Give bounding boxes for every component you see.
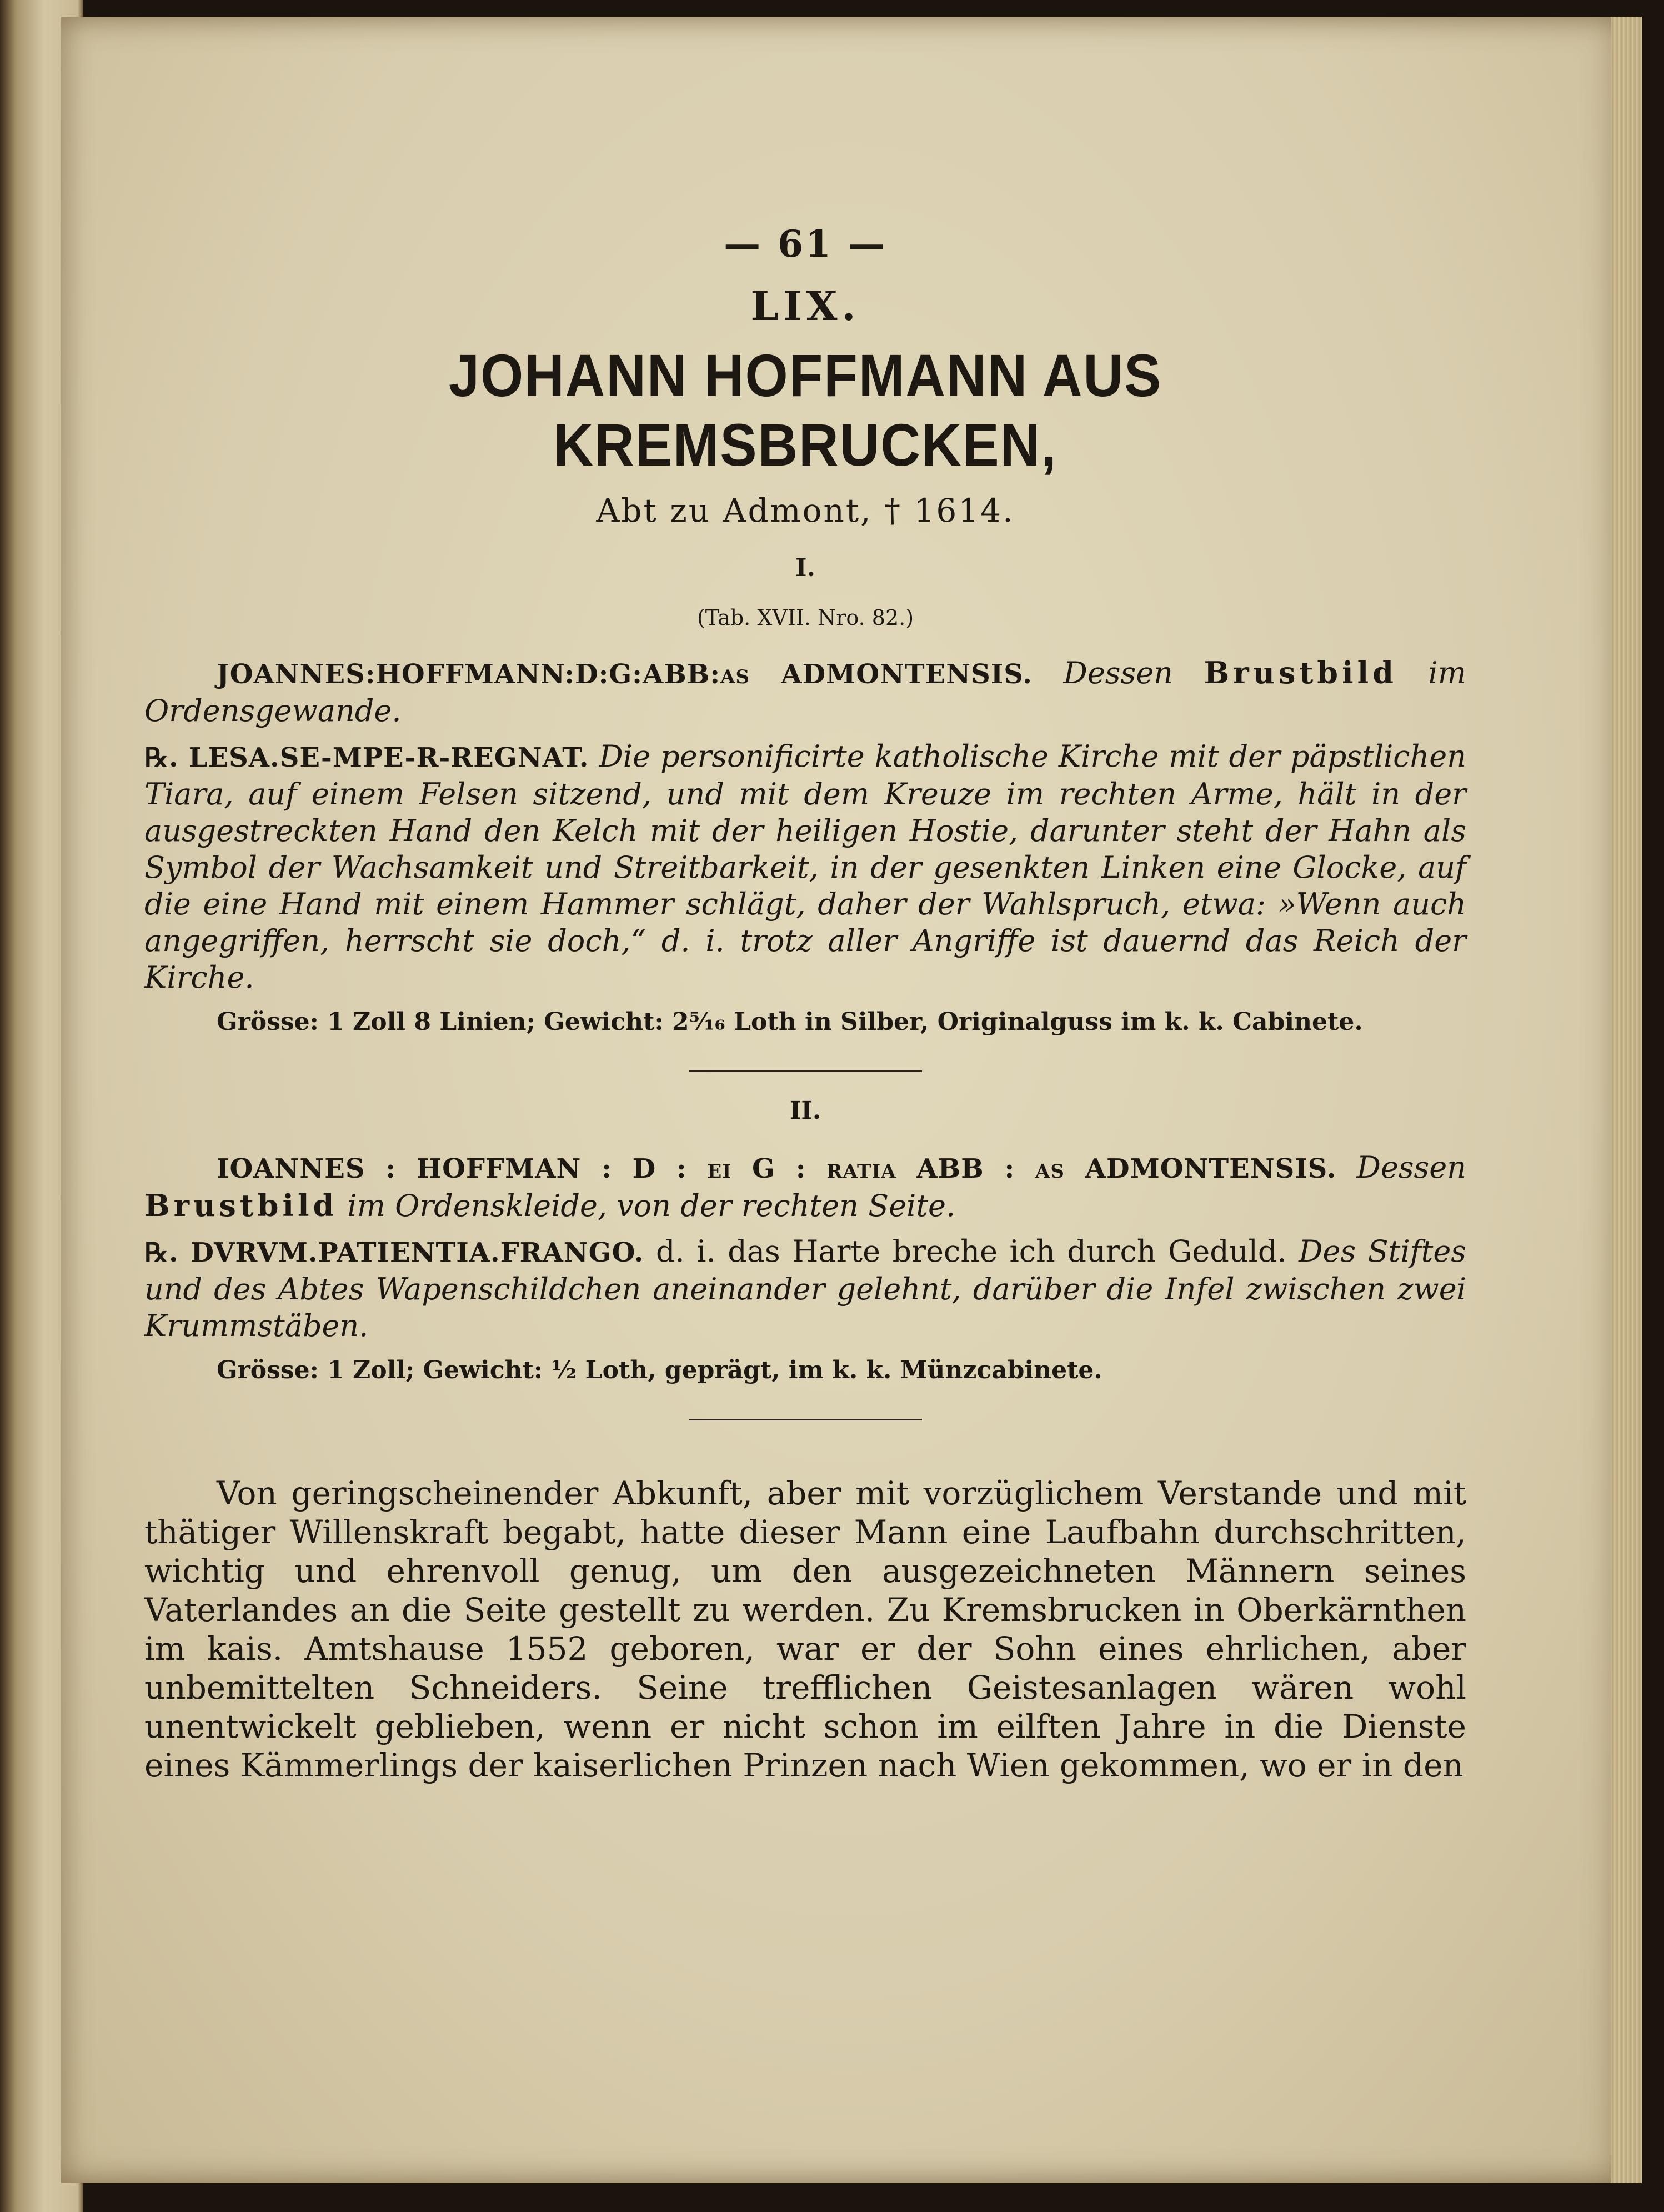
chapter-number: LIX. (750, 282, 860, 329)
page-title: JOHANN HOFFMANN AUS KREMSBRUCKEN, (448, 342, 1162, 478)
section-2-obverse (144, 1149, 1466, 1224)
section-2-size: Grösse: 1 Zoll; Gewicht: ½ Loth, geprägt, im k. k. Münzcabinete. (217, 1356, 1102, 1384)
section-2-number: II. (789, 1097, 821, 1125)
section-1-obverse (144, 654, 1466, 729)
section-2-obverse-desc-post: im Ordenskleide, von der rechten Seite. (347, 1188, 956, 1223)
section-2-reverse-legend: DVRVM.PATIENTIA.FRANGO. (191, 1237, 644, 1268)
section-1-size: Grösse: 1 Zoll 8 Linien; Gewicht: 2⁵⁄₁₆ Loth in Silber, Originalguss im k. k. Cabinete. (217, 1008, 1363, 1036)
page-content (144, 222, 1466, 1785)
section-1-reverse (144, 738, 1466, 996)
biography-paragraph: Von geringscheinender Abkunft, aber mit vorzüglichem Verstande und mit thätiger Willenskraft begabt, hatte dieser Mann eine Laufbahn durchschritten, wichtig und ehrenvoll genug, um den ausgezeichneten Männern seines Vaterlandes an die Seite gestellt zu werden. Zu Kremsbrucken in Oberkärnthen im kais. Amtshause 1552 geboren, war er der Sohn eines ehrlichen, aber unbemittelten Schneiders. Seine trefflichen Geistesanlagen wären wohl unentwickelt geblieben, wenn er nicht schon im eilften Jahre in die Dienste eines Kämmerlings der kaiserlichen Prinzen nach Wien gekommen, wo er in den (144, 1474, 1466, 1784)
section-2-reverse-translation: d. i. das Harte breche ich durch Geduld. (655, 1234, 1287, 1269)
section-2-reverse-desc: Des Stiftes und des Abtes Wapenschildchen aneinander gelehnt, darüber die Infel zwischen zwei Krummstäben. (144, 1234, 1467, 1343)
divider-1 (689, 1070, 922, 1072)
section-2-obverse-legend: IOANNES : HOFFMAN : D : ei G : ratia ABB : as ADMONTENSIS. (217, 1153, 1337, 1184)
section-1-reverse-legend: LESA.SE-MPE-R-REGNAT. (188, 742, 589, 773)
section-1-number: I. (795, 554, 815, 582)
section-1-obverse-desc-pre: Dessen (1063, 655, 1173, 690)
section-2-obverse-desc-spaced: Brustbild (144, 1188, 338, 1223)
page-subtitle: Abt zu Admont, † 1614. (596, 492, 1015, 529)
page-number: — 61 — (724, 222, 887, 266)
section-1-reverse-mark: ℞. (144, 742, 179, 773)
section-2-reverse-mark: ℞. (144, 1237, 179, 1268)
section-1-reverse-desc: Die personificirte katholische Kirche mit der päpstlichen Tiara, auf einem Felsen sitzend, und mit dem Kreuze im rechten Arme, hält in der ausgestreckten Hand den Kelch mit der heiligen Hostie, darunter steht der Hahn als Symbol der Wachsamkeit und Streitbarkeit, in der gesenkten Linken eine Glocke, auf die eine Hand mit einem Hammer schlägt, daher der Wahlspruch, etwa: »Wenn auch angegriffen, herrscht sie doch,“ d. i. trotz aller Angriffe ist dauernd das Reich der Kirche. (144, 739, 1466, 995)
section-1-tab-reference: (Tab. XVII. Nro. 82.) (696, 605, 914, 630)
section-1-obverse-desc-spaced: Brustbild (1204, 655, 1397, 690)
divider-2 (689, 1419, 922, 1420)
section-2-reverse (144, 1233, 1466, 1344)
section-1-obverse-desc-post: im Ordensgewande. (144, 655, 1466, 728)
book-page-edges (1611, 17, 1642, 2183)
section-1-obverse-legend: JOANNES:HOFFMANN:D:G:ABB:as ADMONTENSIS. (217, 659, 1033, 690)
section-2-obverse-desc-pre: Dessen (1356, 1150, 1466, 1185)
